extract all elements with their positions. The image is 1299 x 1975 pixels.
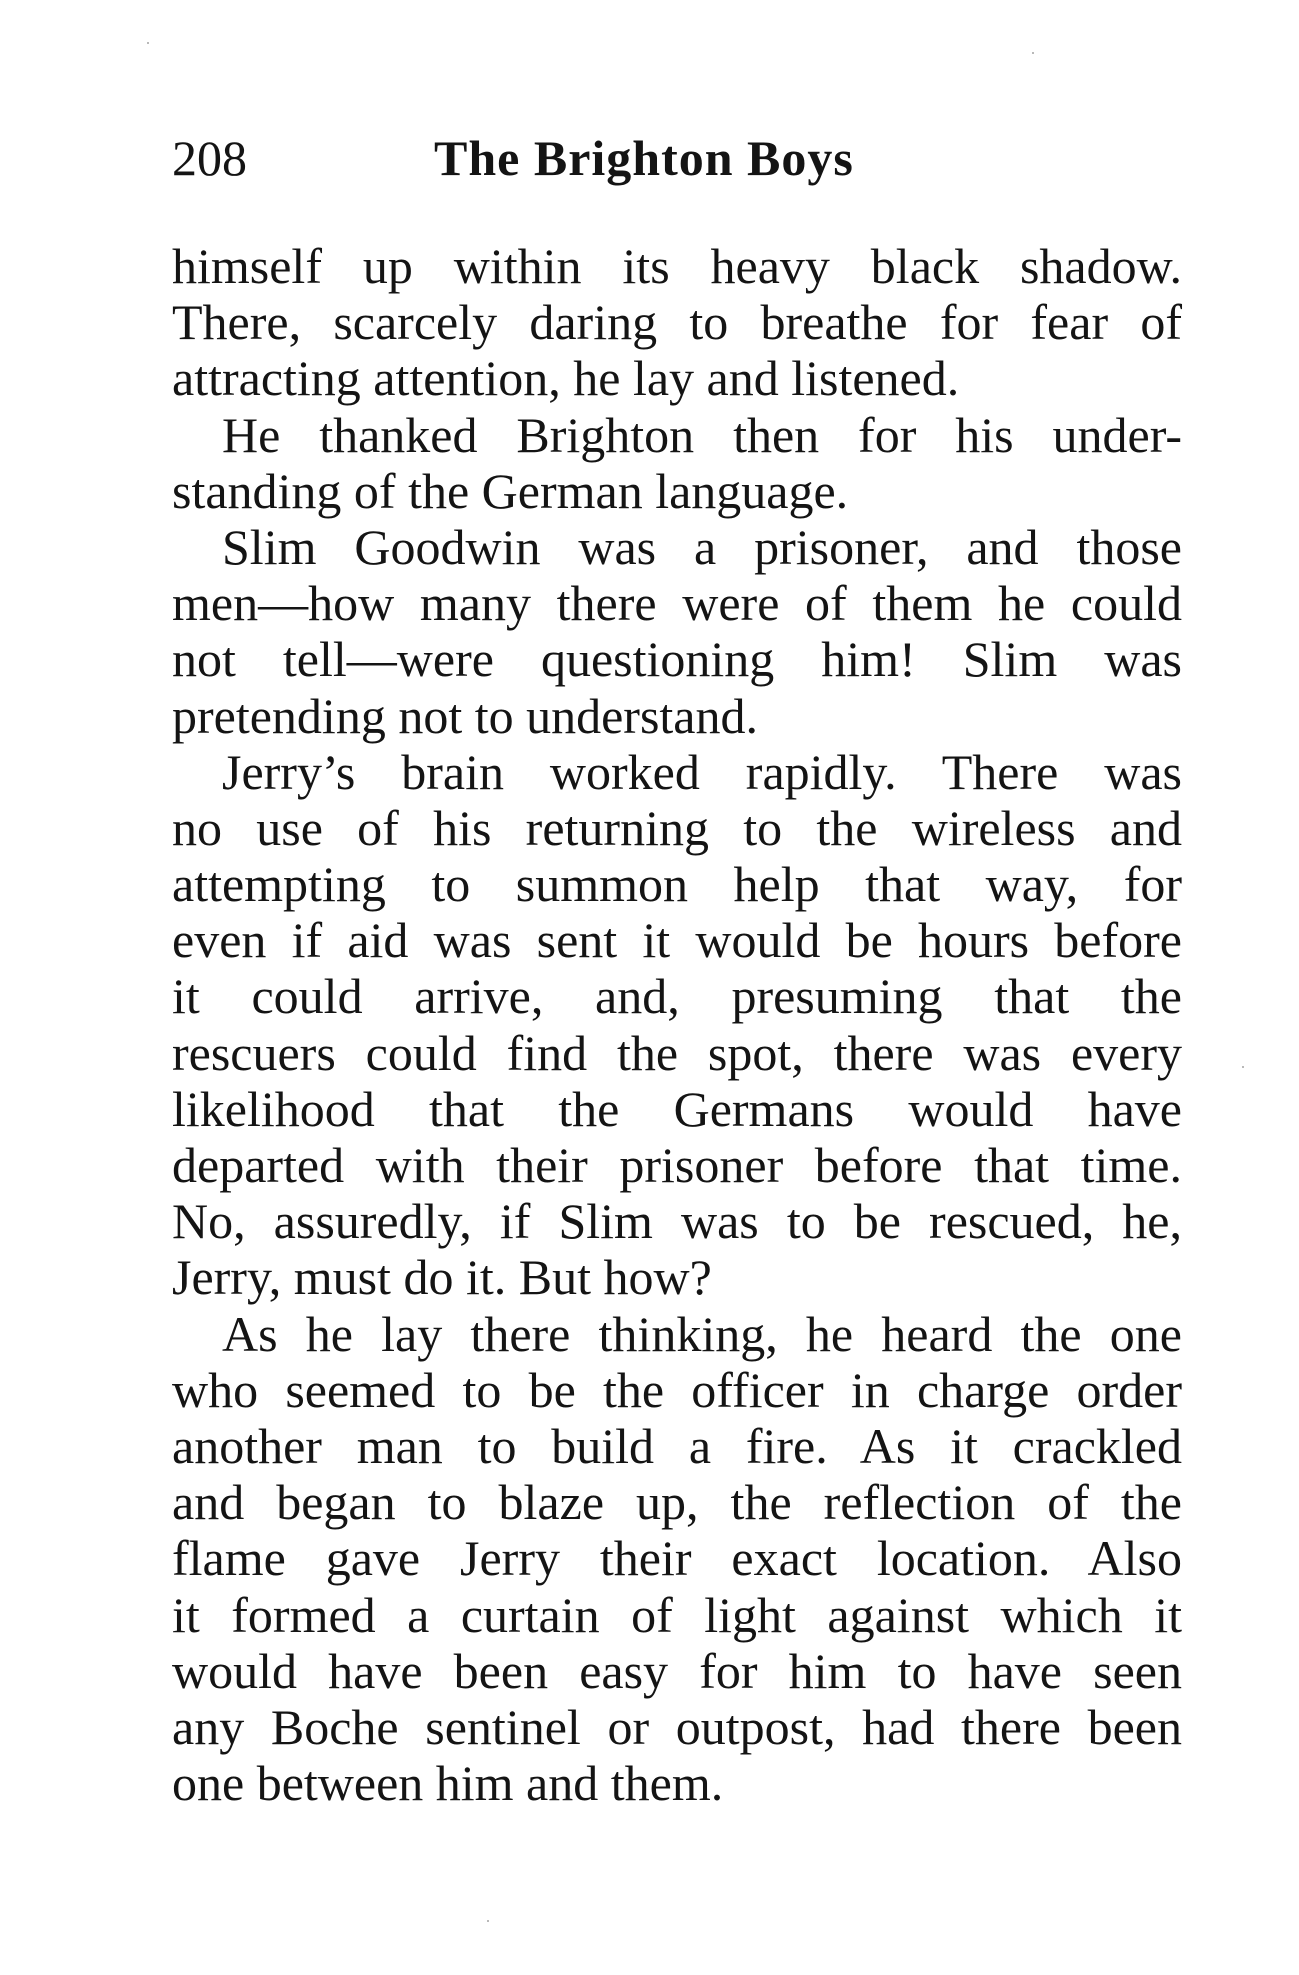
text-line: Jerry, must do it. But how? [172, 1249, 712, 1306]
text-line: departed with their prisoner before that time. [172, 1137, 1182, 1193]
text-line: rescuers could find the spot, there was every [172, 1024, 1182, 1081]
text-line: any Boche sentinel or outpost, had there been [172, 1698, 1182, 1755]
text-line: one between him and them. [172, 1755, 724, 1812]
text-line: No, assuredly, if Slim was to be rescued, he, [172, 1193, 1182, 1250]
text-line: would have been easy for him to have seen [172, 1642, 1182, 1699]
text-line: He thanked Brighton then for his under- [222, 406, 1182, 463]
text-line: standing of the German language. [172, 462, 849, 519]
text-line: likelihood that the Germans would have [172, 1080, 1182, 1137]
text-line: flame gave Jerry their exact location. Also [172, 1530, 1182, 1587]
text-line: it could arrive, and, presuming that the [172, 968, 1182, 1025]
text-line: no use of his returning to the wireless and [172, 799, 1182, 856]
paper-speck [1032, 52, 1034, 54]
paper-speck [147, 42, 149, 44]
text-line: not tell—were questioning him! Slim was [172, 631, 1182, 688]
text-line: pretending not to understand. [172, 687, 758, 744]
text-line: Slim Goodwin was a prisoner, and those [222, 518, 1182, 575]
text-line: who seemed to be the officer in charge order [172, 1361, 1182, 1418]
page-number: 208 [172, 130, 247, 186]
text-line: himself up within its heavy black shadow. [172, 238, 1182, 294]
text-line: Jerry’s brain worked rapidly. There was [222, 743, 1182, 800]
text-line: even if aid was sent it would be hours before [172, 912, 1182, 969]
paper-speck [1242, 1066, 1244, 1068]
text-line: As he lay there thinking, he heard the one [222, 1305, 1182, 1362]
body-text [172, 238, 1182, 1811]
text-line: There, scarcely daring to breathe for fear of [172, 294, 1182, 351]
paper-speck [487, 1920, 489, 1922]
text-line: attempting to summon help that way, for [172, 856, 1182, 913]
text-line: men—how many there were of them he could [172, 575, 1182, 632]
page-header [172, 128, 1172, 188]
running-title: The Brighton Boys [434, 130, 854, 186]
text-line: and began to blaze up, the reflection of the [172, 1474, 1182, 1531]
text-line: another man to build a fire. As it crackled [172, 1417, 1182, 1474]
text-line: it formed a curtain of light against which it [172, 1586, 1182, 1643]
text-line: attracting attention, he lay and listened. [172, 350, 960, 407]
